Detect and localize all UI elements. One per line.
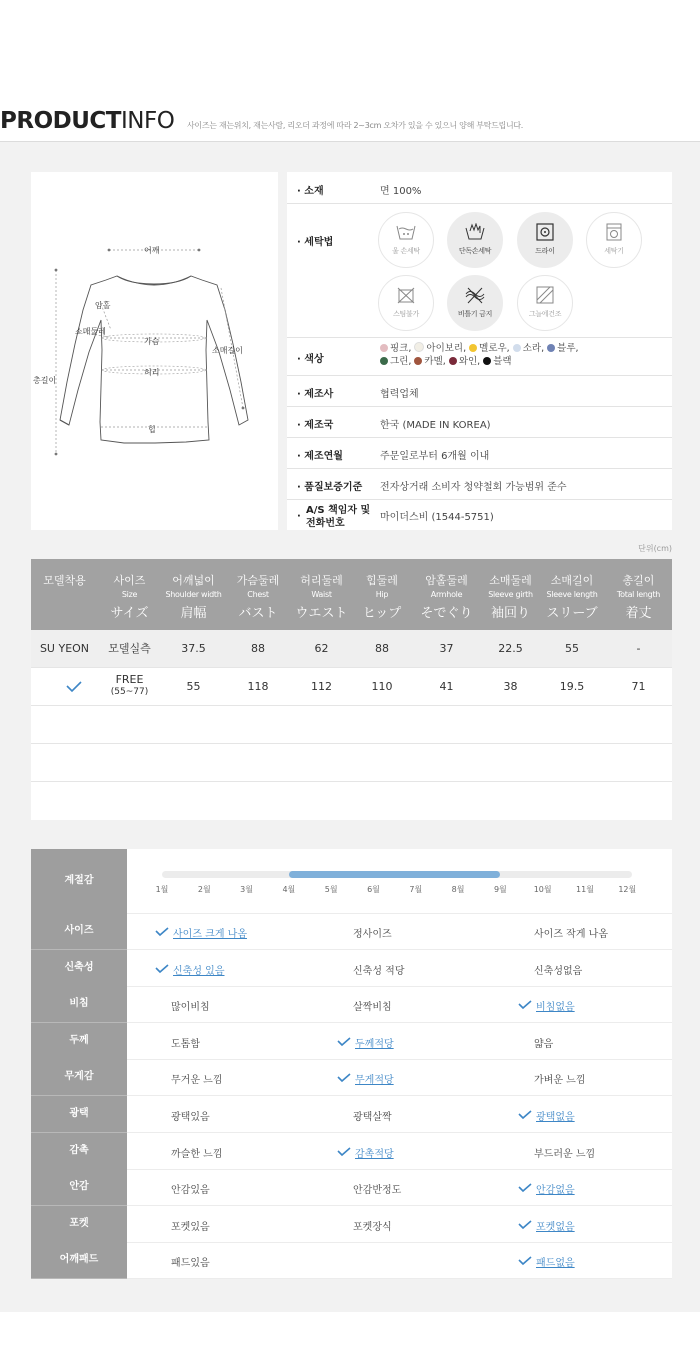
color-swatch-icon [380,344,388,352]
checkmark-icon [337,1147,352,1156]
label-chest: 가슴 [144,337,160,346]
size-column-header [482,559,539,630]
feel-row [127,1133,672,1170]
info-key: · 색상 [297,350,324,365]
size-column-header [31,559,98,630]
feel-label: 사이즈 [31,913,127,950]
month-label: 5월 [324,885,338,894]
color-item [414,356,448,367]
column-label-ko: 힙둘레 [366,574,398,587]
size-note: 사이즈는 재는위치, 재는사람, 리오더 과정에 따라 2~3cm 오차가 있을 수 있으니 양해 부탁드립니다. [187,121,524,130]
size-cell: SU YEON [39,642,90,655]
month-label: 11월 [576,885,594,894]
size-column-header [226,559,290,630]
color-swatch-icon [513,344,521,352]
color-name: 아이보리, [426,343,470,354]
feel-option-text: 두께적당 [355,1038,394,1050]
size-column-header [605,559,672,630]
feel-option: 정사이즈 [353,929,392,940]
month-label: 4월 [282,885,296,894]
color-item [483,356,511,367]
feel-option [518,1254,575,1269]
feel-row [127,986,672,1023]
size-column-header [161,559,226,630]
size-cell: 71 [631,680,646,693]
feel-row [127,1059,672,1096]
size-table-header [31,559,672,630]
size-cell: 110 [371,680,393,693]
column-label-en: Sleeve length [546,590,598,599]
checkmark-icon [518,1256,533,1265]
label-armhole: 암홀 [95,301,111,310]
info-key: · 세탁법 [297,233,333,248]
season-range-bar [289,871,501,878]
size-free-cell [98,668,161,705]
size-cell: 37 [439,642,454,655]
color-list [380,342,670,368]
color-name: 블랙 [493,356,512,367]
column-label-jp: ウエスト [295,606,348,621]
column-label-ko: 허리둘레 [300,574,343,587]
hand-wash-icon: 단독손세탁 [447,212,503,268]
feel-label: 어깨패드 [31,1242,127,1279]
feel-option-text: 감촉적당 [355,1148,394,1160]
feel-option: 무거운 느낌 [171,1075,223,1087]
column-label-ko: 어깨넓이 [172,574,215,587]
feel-option [518,1218,575,1233]
fabric-feel-table [31,849,672,1279]
label-sleeve-length: 소매길이 [212,346,243,355]
checkmark-icon [518,1183,533,1192]
label-shoulder: 어깨 [144,246,160,255]
feel-option [518,998,575,1013]
color-item [547,343,578,354]
feel-option [337,1145,394,1160]
column-label-ko: 소매길이 [550,574,594,587]
column-label-en: Shoulder width [165,590,222,599]
feel-option [155,962,224,977]
feel-label: 비침 [31,986,127,1023]
info-row-material [287,172,672,204]
size-column-header [353,559,411,630]
color-name: 그린, [390,356,415,367]
as-label-1: A/S 책임자 및 [306,505,371,516]
feel-option: 광택있음 [171,1112,210,1123]
checkmark-icon [337,1037,352,1046]
size-cell: 112 [311,680,332,693]
column-label-ko: 모델착용 [43,574,86,587]
column-label-en: Total length [616,590,661,599]
info-value: 한국 (MADE IN KOREA) [380,420,491,431]
column-label-ko: 암홀둘레 [425,574,468,587]
color-name: 와인, [458,356,484,367]
column-label-en: Armhole [430,590,463,599]
label-waist: 허리 [144,368,160,377]
info-key: · 제조연월 [297,447,343,462]
feel-option [518,1181,575,1196]
feel-option-text: 비침없음 [536,1002,575,1014]
info-key: · 품질보증기준 [297,478,362,493]
feel-option: 광택살짝 [353,1112,392,1123]
month-label: 7월 [409,885,423,894]
color-swatch-icon [380,357,388,365]
product-info-header [0,108,700,138]
size-column-header [411,559,482,630]
feel-option: 사이즈 작게 나옴 [534,929,608,940]
feel-label: 안감 [31,1169,127,1206]
feel-row [127,1023,672,1060]
feel-label: 광택 [31,1096,127,1133]
size-cell: 55 [565,642,579,655]
feel-row [127,1096,672,1133]
feel-option [337,1071,394,1086]
feel-option [337,1035,394,1050]
size-cell: 118 [247,680,269,693]
column-label-ko: 사이즈 [113,574,146,587]
feel-option: 포켓장식 [353,1221,392,1233]
garment-diagram [31,172,278,530]
info-row-maker [287,375,672,407]
color-swatch-icon [469,344,477,352]
size-cell: 모델실측 [108,642,151,655]
size-row-empty [31,744,672,782]
feel-option: 가벼운 느낌 [534,1075,586,1087]
column-label-ko: 가슴둘레 [236,574,280,587]
color-name: 핑크, [390,343,415,354]
shade-dry-icon: 그늘에건조 [517,275,573,331]
color-item [380,356,414,367]
month-label: 3월 [240,885,253,894]
feel-option-text: 광택없음 [536,1112,575,1123]
color-name: 블루, [557,343,579,354]
info-row-colors [287,337,672,376]
feel-option-text: 사이즈 크게 나옴 [173,929,247,940]
feel-option: 많이비침 [171,1002,210,1014]
feel-option: 안감반정도 [353,1185,402,1197]
feel-option: 도톰함 [171,1038,200,1050]
size-cell: 41 [439,680,454,693]
column-label-jp: そでぐり [420,606,473,621]
checkmark-icon [518,1000,533,1009]
column-label-en: Size [121,590,138,599]
column-label-ko: 총길이 [622,574,655,587]
wool-wash-icon: 울 손세탁 [378,212,434,268]
feel-label-season: 계절감 [31,849,127,914]
size-cell: 22.5 [498,642,523,655]
feel-option: 부드러운 느낌 [534,1148,596,1160]
column-label-jp: サイズ [110,606,149,621]
checkmark-icon [155,964,170,973]
info-value: 면 100% [380,186,422,197]
color-item [469,343,513,354]
size-cell: 62 [314,642,329,655]
month-label: 9월 [493,885,507,894]
color-item [414,343,469,354]
size-cell: - [636,642,641,655]
info-value: 주문일로부터 6개월 이내 [380,451,490,462]
washing-icons [287,203,672,338]
color-item [513,343,547,354]
checkmark-icon [518,1220,533,1229]
unit-label: 단위(cm) [638,544,672,553]
info-row-as [287,499,672,530]
feel-option: 까슬한 느낌 [171,1148,223,1160]
color-name: 카멜, [424,356,449,367]
feel-option: 패드있음 [171,1258,210,1270]
feel-option [155,925,247,940]
checkmark-icon [155,927,170,936]
info-row-quality [287,468,672,500]
feel-row [127,913,672,950]
info-key: · 소재 [297,182,324,197]
info-key [297,511,301,522]
feel-option: 포켓있음 [171,1221,210,1233]
size-cell: 38 [503,680,518,693]
size-column-header [98,559,161,630]
column-label-jp: バスト [238,606,278,621]
checkmark-icon [337,1073,352,1082]
info-value: 전자상거래 소비자 청약철회 가능범위 준수 [380,482,567,493]
as-label-2: 전화번호 [306,518,345,529]
size-column-header [290,559,353,630]
size-row-free [31,668,672,706]
month-label: 12월 [618,885,637,894]
season-row [127,849,672,914]
size-row-empty [31,706,672,744]
column-label-jp: 袖回り [490,606,530,621]
color-item [449,356,483,367]
column-label-jp: スリーブ [546,606,598,621]
month-label: 6월 [367,885,380,894]
column-label-en: Hip [375,590,389,599]
size-cell: 19.5 [559,680,585,693]
no-steam-icon: 스팀불가 [378,275,434,331]
label-hip: 힙 [148,425,156,434]
color-swatch-icon [414,342,424,352]
info-key: · 제조사 [297,385,333,400]
size-table [31,559,672,820]
color-swatch-icon [483,357,491,365]
color-swatch-icon [547,344,555,352]
month-label: 10월 [533,885,552,894]
feel-option-text: 안감없음 [536,1185,575,1197]
size-free-range: (55~77) [110,687,149,697]
column-label-jp: 肩幅 [180,606,207,621]
product-info-list [287,172,672,530]
column-label-jp: ヒップ [362,606,402,621]
washing-machine-icon: 세탁기 [586,212,642,268]
feel-option: 살짝비침 [353,1002,392,1014]
column-label-ko: 소매둘레 [489,574,532,587]
size-cell: 88 [375,642,389,655]
feel-label: 두께 [31,1023,127,1060]
feel-option: 신축성 적당 [353,965,405,977]
info-row-country [287,406,672,438]
size-row-empty [31,782,672,819]
label-total-length: 총길이 [33,376,57,385]
size-row-model [31,630,672,668]
column-label-en: Waist [311,590,332,599]
feel-option-text: 신축성 있음 [173,965,225,977]
feel-row [127,950,672,987]
feel-row [127,1206,672,1243]
feel-option: 신축성없음 [534,965,583,977]
color-item [380,343,414,354]
feel-label: 감촉 [31,1133,127,1170]
column-label-en: Chest [247,590,269,599]
color-name: 멜로우, [479,343,513,354]
feel-label: 무게감 [31,1059,127,1096]
checkmark-icon [518,1110,533,1119]
month-label: 8월 [451,885,465,894]
no-wring-icon: 비틀기 금지 [447,275,503,331]
feel-option [518,1108,575,1123]
feel-option-text: 패드없음 [536,1258,575,1270]
size-cell: 88 [251,642,265,655]
info-row-date [287,437,672,469]
size-cell: 37.5 [181,642,206,655]
feel-row [127,1242,672,1279]
color-name: 소라, [522,343,548,354]
color-swatch-icon [414,357,422,365]
color-swatch-icon [449,357,457,365]
feel-option-text: 포켓없음 [536,1221,575,1233]
size-column-header [539,559,605,630]
label-sleeve-girth: 소매둘레 [75,327,106,336]
feel-option: 얇음 [534,1038,554,1050]
month-label: 1월 [155,885,169,894]
month-label: 2월 [197,885,211,894]
column-label-en: Sleeve girth [488,590,533,599]
dry-clean-icon: 드라이 [517,212,573,268]
title-light: INFO [121,108,175,134]
title-bold: PRODUCT [0,108,121,134]
feel-label: 신축성 [31,950,127,987]
feel-label: 포켓 [31,1206,127,1243]
feel-option-text: 무게적당 [355,1075,394,1087]
size-cell: 55 [186,680,201,693]
info-value: 마이더스비 (1544-5751) [380,512,494,523]
size-free-label: FREE [115,673,144,686]
info-key: · 제조국 [297,416,333,431]
feel-option: 안감있음 [171,1185,210,1197]
column-label-jp: 着丈 [625,606,652,621]
info-value: 협력업체 [380,389,419,400]
feel-row [127,1169,672,1206]
